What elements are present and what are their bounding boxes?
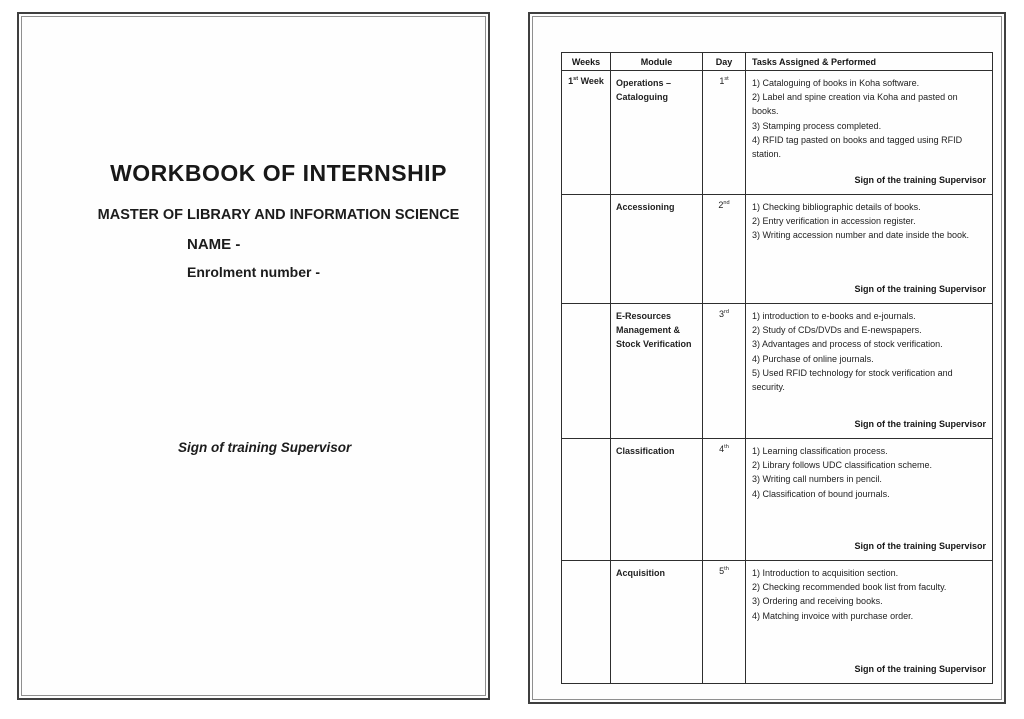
module-cell: [611, 561, 703, 684]
tasks-cell: [746, 439, 993, 561]
module-cell: [611, 304, 703, 439]
task-line: 4) Purchase of online journals.: [752, 353, 874, 364]
week-cell: [562, 561, 611, 684]
table-row: [562, 195, 993, 304]
supervisor-sign-line: Sign of the training Supervisor: [854, 174, 986, 185]
task-line: 5) Used RFID technology for stock verification and security.: [752, 367, 953, 393]
day-cell: 1st: [703, 71, 746, 195]
module-cell: [611, 195, 703, 304]
week-cell: [562, 439, 611, 561]
task-line: 1) introduction to e-books and e-journals.: [752, 311, 916, 321]
task-line: 2) Library follows UDC classification scheme.: [752, 460, 933, 471]
cover-page: [17, 12, 490, 700]
module-line: Cataloguing: [616, 92, 668, 102]
task-line: 1) Cataloguing of books in Koha software.: [752, 78, 920, 88]
day-cell: 5th: [703, 561, 746, 684]
task-line: 3) Ordering and receiving books.: [752, 596, 883, 607]
name-label: NAME -: [187, 236, 241, 253]
week-cell: [562, 304, 611, 439]
day-cell: 3rd: [703, 304, 746, 439]
task-line: 3) Stamping process completed.: [752, 120, 882, 131]
column-header-day: Day: [703, 53, 746, 71]
task-line: 4) RFID tag pasted on books and tagged using RFID station.: [752, 134, 963, 160]
cover-page-inner-border: [21, 16, 486, 696]
day-cell: 2nd: [703, 195, 746, 304]
table-row: [562, 561, 993, 684]
supervisor-sign-label: Sign of training Supervisor: [178, 440, 352, 455]
module-cell: [611, 71, 703, 195]
week-cell: [562, 195, 611, 304]
column-header-weeks: Weeks: [562, 53, 611, 71]
internship-task-table: [561, 52, 993, 684]
task-line: 3) Advantages and process of stock verification.: [752, 339, 943, 350]
module-line: E-Resources: [616, 311, 672, 321]
supervisor-sign-line: Sign of the training Supervisor: [854, 283, 986, 294]
task-line: 3) Writing call numbers in pencil.: [752, 474, 882, 485]
day-cell: 4th: [703, 439, 746, 561]
task-line: 1) Introduction to acquisition section.: [752, 568, 899, 578]
tasks-cell: [746, 561, 993, 684]
table-row: [562, 71, 993, 195]
enrolment-label: Enrolment number -: [187, 264, 321, 280]
table-row: [562, 304, 993, 439]
table-row: [562, 439, 993, 561]
tasks-cell: [746, 195, 993, 304]
column-header-module: Module: [611, 53, 703, 71]
table-header-row: [562, 53, 993, 71]
module-line: Accessioning: [616, 202, 675, 212]
task-line: 3) Writing accession number and date inside the book.: [752, 230, 969, 241]
supervisor-sign-line: Sign of the training Supervisor: [854, 663, 986, 674]
supervisor-sign-line: Sign of the training Supervisor: [854, 418, 986, 429]
tasks-cell: [746, 71, 993, 195]
module-line: Acquisition: [616, 568, 665, 578]
workbook-title: WORKBOOK OF INTERNSHIP: [110, 160, 447, 186]
tasks-cell: [746, 304, 993, 439]
task-line: 2) Label and spine creation via Koha and pasted on books.: [752, 92, 958, 117]
table-body: [562, 71, 993, 684]
column-header-tasks-assigned-performed: Tasks Assigned & Performed: [746, 53, 993, 71]
course-subtitle: MASTER OF LIBRARY AND INFORMATION SCIENCE: [97, 207, 460, 223]
module-line: Classification: [616, 446, 675, 456]
module-line: Management &: [616, 325, 681, 335]
task-line: 1) Learning classification process.: [752, 446, 888, 456]
task-line: 2) Checking recommended book list from faculty.: [752, 582, 947, 593]
tasks-page: [528, 12, 1006, 704]
task-line: 2) Study of CDs/DVDs and E-newspapers.: [752, 325, 922, 336]
supervisor-sign-line: Sign of the training Supervisor: [854, 540, 986, 551]
module-line: Stock Verification: [616, 339, 692, 349]
task-line: 4) Matching invoice with purchase order.: [752, 610, 914, 621]
module-line: Operations –: [616, 78, 672, 88]
week-cell: 1st Week: [562, 71, 611, 195]
module-cell: [611, 439, 703, 561]
task-line: 4) Classification of bound journals.: [752, 488, 890, 499]
task-line: 2) Entry verification in accession register.: [752, 216, 916, 227]
task-line: 1) Checking bibliographic details of books.: [752, 202, 921, 212]
